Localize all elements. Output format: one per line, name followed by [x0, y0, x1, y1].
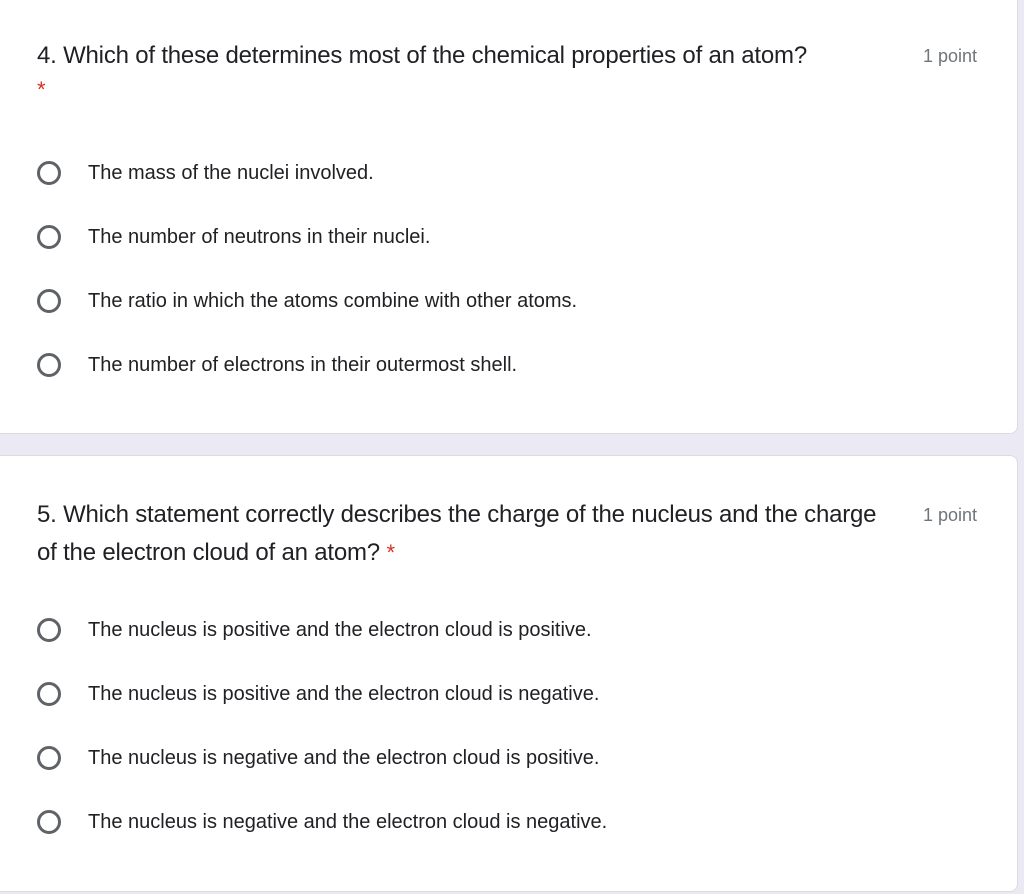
question-card-5 — [0, 455, 1018, 892]
option-radio[interactable] — [37, 674, 599, 714]
question-title: 4. Which of these determines most of the chemical properties of an atom? — [37, 42, 807, 69]
option-label: The nucleus is negative and the electron cloud is negative. — [88, 810, 608, 833]
question-title-text: 5. Which statement correctly describes the charge of the nucleus and the charge of the electron cloud of an atom? — [37, 501, 877, 566]
required-asterisk: * — [37, 77, 46, 102]
radio-circle-icon[interactable] — [37, 746, 61, 770]
radio-circle-icon[interactable] — [37, 618, 61, 642]
question-points: 1 point — [922, 46, 977, 66]
option-radio[interactable] — [37, 345, 517, 385]
option-radio[interactable] — [37, 802, 607, 842]
option-radio[interactable] — [37, 738, 599, 778]
question-points: 1 point — [922, 505, 977, 525]
radio-circle-icon[interactable] — [37, 682, 61, 706]
option-radio[interactable] — [37, 153, 374, 193]
radio-circle-icon[interactable] — [37, 353, 61, 377]
question-card-4 — [0, 0, 1018, 434]
radio-circle-icon[interactable] — [37, 225, 61, 249]
question-title — [37, 496, 897, 572]
option-radio[interactable] — [37, 610, 592, 650]
radio-circle-icon[interactable] — [37, 289, 61, 313]
question-header — [37, 496, 977, 572]
option-radio[interactable] — [37, 217, 430, 257]
required-asterisk: * — [386, 540, 395, 565]
option-radio[interactable] — [37, 281, 577, 321]
option-label: The nucleus is positive and the electron cloud is positive. — [88, 618, 592, 641]
option-label: The number of neutrons in their nuclei. — [88, 225, 431, 248]
option-label: The nucleus is positive and the electron cloud is negative. — [88, 682, 600, 705]
option-label: The nucleus is negative and the electron cloud is positive. — [88, 746, 600, 769]
option-label: The ratio in which the atoms combine with other atoms. — [88, 289, 578, 312]
option-label: The number of electrons in their outermost shell. — [88, 353, 518, 376]
radio-circle-icon[interactable] — [37, 810, 61, 834]
option-label: The mass of the nuclei involved. — [88, 161, 374, 184]
radio-circle-icon[interactable] — [37, 161, 61, 185]
question-header — [37, 37, 977, 75]
